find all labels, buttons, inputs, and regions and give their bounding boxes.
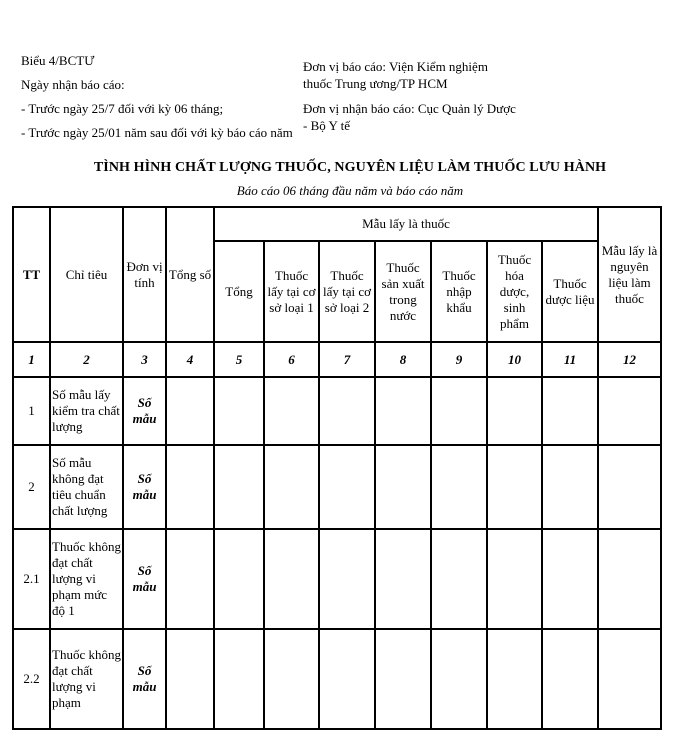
data-cell[interactable] xyxy=(375,629,431,729)
col-number: 12 xyxy=(598,342,661,377)
data-cell[interactable] xyxy=(487,529,542,629)
data-cell[interactable] xyxy=(598,629,661,729)
receiving-unit-line2: - Bộ Y tế xyxy=(303,118,351,133)
row-unit: Số mẫu xyxy=(123,629,166,729)
data-cell[interactable] xyxy=(598,445,661,529)
col-number: 1 xyxy=(13,342,50,377)
col-number: 10 xyxy=(487,342,542,377)
col-number: 8 xyxy=(375,342,431,377)
data-cell[interactable] xyxy=(598,529,661,629)
data-cell[interactable] xyxy=(166,529,214,629)
row-unit: Số mẫu xyxy=(123,377,166,445)
data-cell[interactable] xyxy=(264,445,319,529)
reporting-unit-line1: Đơn vị báo cáo: Viện Kiểm nghiệm xyxy=(303,59,488,74)
col-number: 3 xyxy=(123,342,166,377)
row-tt: 2.2 xyxy=(13,629,50,729)
row-tt: 2 xyxy=(13,445,50,529)
data-cell[interactable] xyxy=(542,445,598,529)
report-title: TÌNH HÌNH CHẤT LƯỢNG THUỐC, NGUYÊN LIỆU LÀM THUỐC LƯU HÀNH xyxy=(93,160,607,175)
report-subtitle: Báo cáo 06 tháng đầu năm và báo cáo năm xyxy=(236,183,464,198)
data-cell[interactable] xyxy=(214,377,264,445)
data-cell[interactable] xyxy=(487,377,542,445)
col-group-drug-samples: Mẫu lấy là thuốc xyxy=(214,207,598,241)
header-right xyxy=(303,58,553,134)
row-indicator: Số mẫu không đạt tiêu chuẩn chất lượng xyxy=(50,445,123,529)
data-cell[interactable] xyxy=(264,629,319,729)
data-cell[interactable] xyxy=(542,377,598,445)
sub-col-domestic: Thuốc sản xuất trong nước xyxy=(375,241,431,342)
data-cell[interactable] xyxy=(319,529,375,629)
table-row xyxy=(13,445,661,529)
row-unit: Số mẫu xyxy=(123,445,166,529)
reporting-unit-line2: thuốc Trung ương/TP HCM xyxy=(303,76,448,91)
sub-col-total: Tổng xyxy=(214,241,264,342)
receiving-unit-line1: Đơn vị nhận báo cáo: Cục Quản lý Dược xyxy=(303,101,516,116)
report-table xyxy=(12,206,662,730)
col-header-unit: Đơn vị tính xyxy=(123,207,166,342)
row-indicator: Số mẫu lấy kiểm tra chất lượng xyxy=(50,377,123,445)
data-cell[interactable] xyxy=(431,377,487,445)
sub-col-herbal: Thuốc dược liệu xyxy=(542,241,598,342)
col-number: 9 xyxy=(431,342,487,377)
col-number: 5 xyxy=(214,342,264,377)
table-row xyxy=(13,529,661,629)
data-cell[interactable] xyxy=(487,445,542,529)
sub-col-facility-type-1: Thuốc lấy tại cơ sở loại 1 xyxy=(264,241,319,342)
data-cell[interactable] xyxy=(166,377,214,445)
data-cell[interactable] xyxy=(375,377,431,445)
data-cell[interactable] xyxy=(319,445,375,529)
data-cell[interactable] xyxy=(542,529,598,629)
sub-col-chemical-bio: Thuốc hóa dược, sinh phẩm xyxy=(487,241,542,342)
data-cell[interactable] xyxy=(598,377,661,445)
col-number: 4 xyxy=(166,342,214,377)
data-cell[interactable] xyxy=(319,377,375,445)
data-cell[interactable] xyxy=(166,629,214,729)
column-number-row xyxy=(13,342,661,377)
row-tt: 2.1 xyxy=(13,529,50,629)
col-header-total: Tổng số xyxy=(166,207,214,342)
col-number: 11 xyxy=(542,342,598,377)
data-cell[interactable] xyxy=(264,377,319,445)
row-indicator: Thuốc không đạt chất lượng vi phạm mức độ 1 xyxy=(50,529,123,629)
header-row-1 xyxy=(13,207,661,241)
data-cell[interactable] xyxy=(166,445,214,529)
row-indicator: Thuốc không đạt chất lượng vi phạm xyxy=(50,629,123,729)
data-cell[interactable] xyxy=(319,629,375,729)
data-cell[interactable] xyxy=(264,529,319,629)
col-number: 6 xyxy=(264,342,319,377)
data-cell[interactable] xyxy=(375,445,431,529)
table-row xyxy=(13,629,661,729)
deadline-annual: - Trước ngày 25/01 năm sau đối với kỳ báo cáo năm xyxy=(21,125,293,140)
table-row xyxy=(13,377,661,445)
data-cell[interactable] xyxy=(431,445,487,529)
sub-col-facility-type-2: Thuốc lấy tại cơ sở loại 2 xyxy=(319,241,375,342)
data-cell[interactable] xyxy=(431,529,487,629)
data-cell[interactable] xyxy=(375,529,431,629)
row-unit: Số mẫu xyxy=(123,529,166,629)
header-left xyxy=(21,52,301,141)
form-code: Biểu 4/BCTƯ xyxy=(21,53,95,68)
col-header-indicator: Chỉ tiêu xyxy=(50,207,123,342)
data-cell[interactable] xyxy=(214,529,264,629)
col-header-material: Mẫu lấy là nguyên liệu làm thuốc xyxy=(598,207,661,342)
row-tt: 1 xyxy=(13,377,50,445)
col-number: 7 xyxy=(319,342,375,377)
data-cell[interactable] xyxy=(214,629,264,729)
data-cell[interactable] xyxy=(431,629,487,729)
deadline-6-month: - Trước ngày 25/7 đối với kỳ 06 tháng; xyxy=(21,101,224,116)
col-number: 2 xyxy=(50,342,123,377)
receive-date-label: Ngày nhận báo cáo: xyxy=(21,77,125,92)
col-header-tt: TT xyxy=(13,207,50,342)
sub-col-imported: Thuốc nhập khẩu xyxy=(431,241,487,342)
data-cell[interactable] xyxy=(214,445,264,529)
data-cell[interactable] xyxy=(487,629,542,729)
data-cell[interactable] xyxy=(542,629,598,729)
